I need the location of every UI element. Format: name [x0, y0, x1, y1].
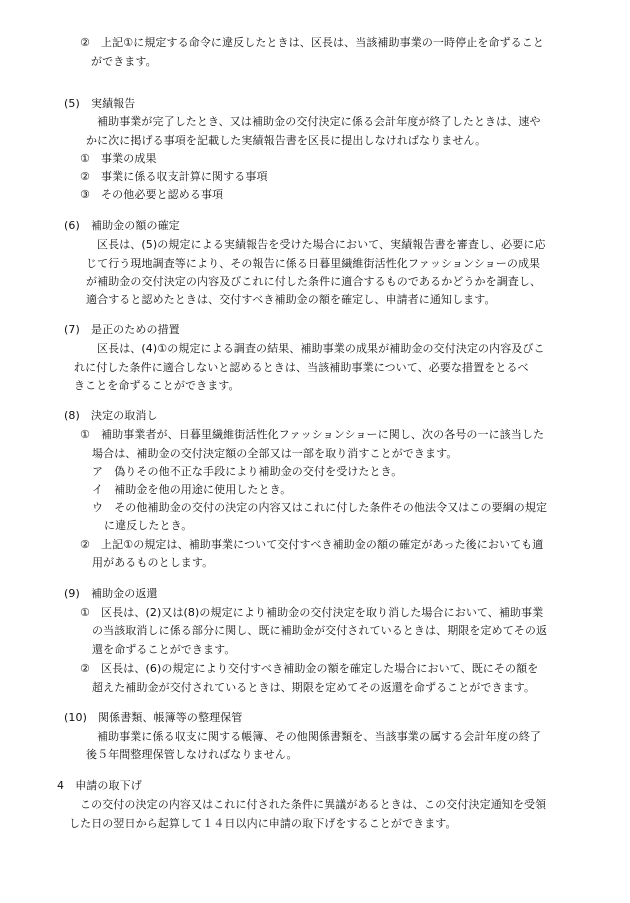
- paragraph-line: ができます。: [91, 55, 157, 68]
- list-item: ② 上記①の規定は、補助事業について交付すべき補助金の額の確定があった後においても適: [80, 538, 544, 551]
- paragraph-line: した日の翌日から起算して１４日以内に申請の取下げをすることができます。: [69, 817, 457, 830]
- paragraph-line: れに付した条件に適合しないと認めるときは、当該補助事業について、必要な措置をとるべ: [74, 361, 529, 374]
- paragraph-line: に違反したとき。: [104, 519, 193, 532]
- paragraph-line: が補助金の交付決定の内容及びこれに付した条件に適合するものであるかどうかを調査し、: [86, 275, 542, 288]
- paragraph-line: 超えた補助金が交付されているときは、期限を定めてその返還を命ずることができます。: [92, 681, 536, 694]
- paragraph-line: 補助事業が完了したとき、又は補助金の交付決定に係る会計年度が終了したときは、速や: [97, 115, 541, 128]
- section-heading: (8) 決定の取消し: [64, 409, 158, 422]
- list-item: ② 区長は、(6)の規定により交付すべき補助金の額を確定した場合において、既にその額を: [80, 662, 539, 675]
- sub-list-item: ア 偽りその他不正な手段により補助金の交付を受けたとき。: [92, 465, 403, 478]
- paragraph-line: 区長は、(5)の規定による実績報告を受けた場合において、実績報告書を審査し、必要に応: [97, 238, 546, 251]
- paragraph-line: 区長は、(4)①の規定による調査の結果、補助事業の成果が補助金の交付決定の内容及びこ: [97, 342, 545, 355]
- sub-list-item: イ 補助金を他の用途に使用したとき。: [92, 483, 292, 496]
- list-item: ① 事業の成果: [80, 152, 157, 165]
- list-item: ③ その他必要と認める事項: [80, 188, 224, 201]
- paragraph-line: ② 上記①に規定する命令に違反したときは、区長は、当該補助事業の一時停止を命ずること: [80, 36, 544, 49]
- paragraph-line: かに次に掲げる事項を記載した実績報告書を区長に提出しなければなりません。: [86, 134, 487, 147]
- paragraph-line: 還を命ずることができます。: [92, 643, 236, 656]
- section-heading: (10) 関係書類、帳簿等の整理保管: [64, 711, 243, 724]
- section-heading: (9) 補助金の返還: [64, 587, 158, 600]
- paragraph-line: 補助事業に係る収支に関する帳簿、その他関係書類を、当該事業の属する会計年度の終了: [97, 730, 541, 743]
- section-heading: (7) 是正のための措置: [64, 323, 180, 336]
- section-heading: (5) 実績報告: [64, 97, 136, 110]
- sub-list-item: ウ その他補助金の交付の決定の内容又はこれに付した条件その他法令又はこの要綱の規定: [92, 501, 548, 514]
- paragraph-line: この交付の決定の内容又はこれに付された条件に異議があるときは、この交付決定通知を受領: [80, 798, 547, 811]
- paragraph-line: じて行う現地調査等により、その報告に係る日暮里繊維街活性化ファッションショーの成果: [86, 257, 541, 270]
- paragraph-line: きことを命ずることができます。: [74, 379, 240, 392]
- paragraph-line: 用があるものとします。: [92, 556, 214, 569]
- section-heading: 4 申請の取下げ: [57, 779, 142, 792]
- paragraph-line: 後５年間整理保管しなければなりません。: [86, 748, 298, 761]
- section-heading: (6) 補助金の額の確定: [64, 219, 180, 232]
- list-item: ② 事業に係る収支計算に関する事項: [80, 170, 268, 183]
- list-item: ① 区長は、(2)又は(8)の規定により補助金の交付決定を取り消した場合において、補助事業: [80, 606, 544, 619]
- list-item: ① 補助事業者が、日暮里繊維街活性化ファッションショーに関し、次の各号の一に該当した: [80, 428, 545, 441]
- paragraph-line: の当該取消しに係る部分に関し、既に補助金が交付されているときは、期限を定めてその返: [92, 624, 548, 637]
- paragraph-line: 場合は、補助金の交付決定額の全部又は一部を取り消すことができます。: [92, 447, 458, 460]
- paragraph-line: 適合すると認めたときは、交付すべき補助金の額を確定し、申請者に通知します。: [86, 293, 496, 306]
